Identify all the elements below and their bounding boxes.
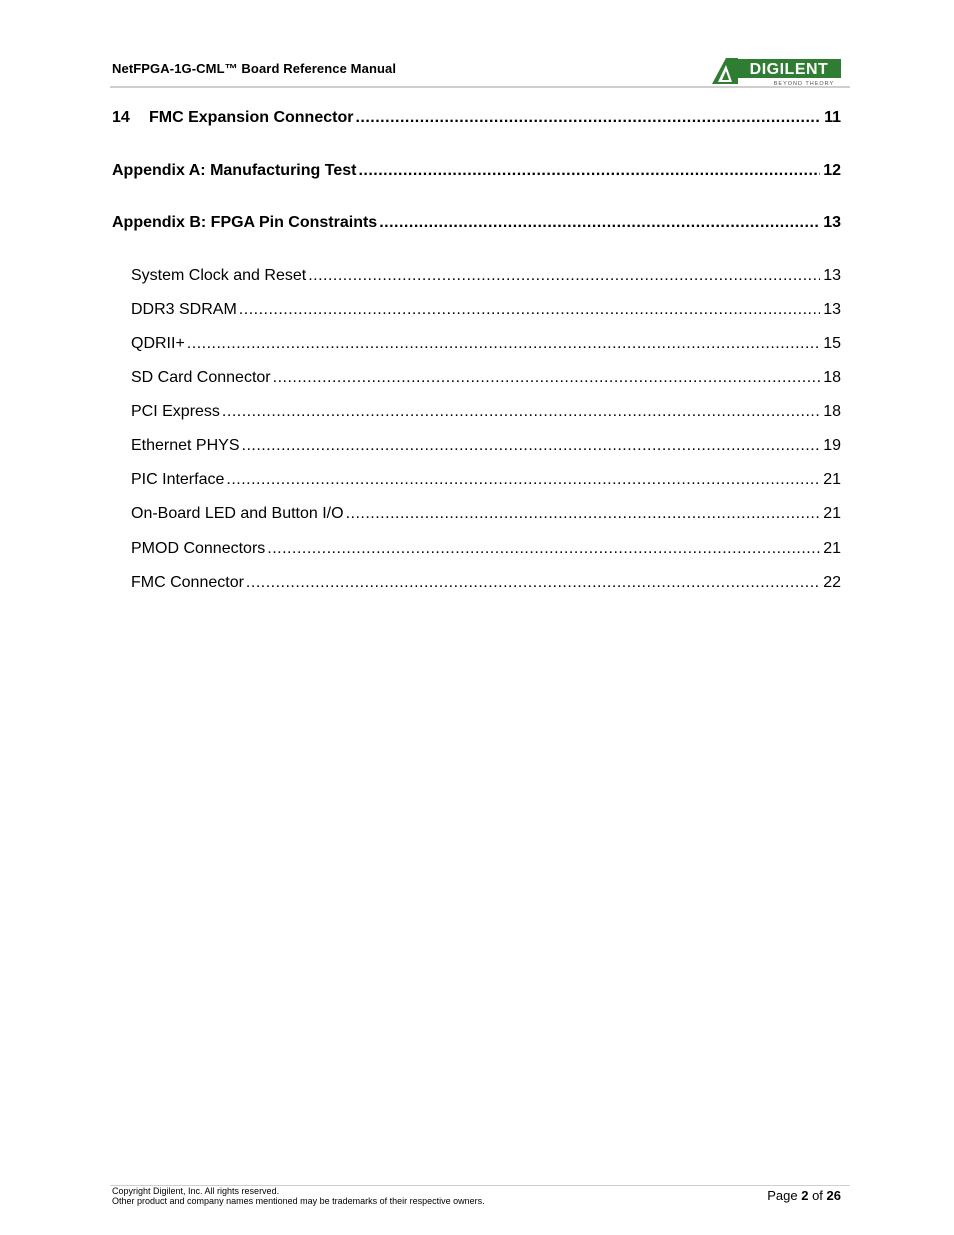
dot-leader	[308, 265, 820, 287]
dot-leader	[222, 401, 820, 423]
dot-leader	[346, 503, 821, 525]
toc-entry-qdrii[interactable]	[131, 333, 841, 355]
toc-title: Ethernet PHYS	[131, 437, 240, 454]
toc-page-number: 21	[823, 540, 841, 557]
toc-entry-appendix-b[interactable]	[112, 212, 841, 234]
dot-leader	[226, 469, 820, 491]
toc-title: System Clock and Reset	[131, 267, 307, 284]
copyright-notice: Copyright Digilent, Inc. All rights reserved.	[112, 1186, 280, 1196]
toc-page-number: 21	[823, 471, 841, 488]
total-page-count: 26	[826, 1188, 841, 1203]
dot-leader	[379, 212, 820, 234]
toc-entry-led-button-io[interactable]	[131, 503, 841, 525]
toc-page-number: 18	[823, 369, 841, 386]
toc-title: Appendix A: Manufacturing Test	[112, 162, 357, 179]
toc-page-number: 12	[823, 162, 841, 179]
toc-title: DDR3 SDRAM	[131, 301, 237, 318]
toc-title: SD Card Connector	[131, 369, 271, 386]
trademark-notice: Other product and company names mentioned may be trademarks of their respective owners.	[112, 1196, 485, 1206]
toc-title: QDRII+	[131, 335, 185, 352]
svg-text:BEYOND THEORY: BEYOND THEORY	[773, 81, 835, 86]
toc-number: 14	[112, 109, 130, 126]
toc-title: PCI Express	[131, 403, 220, 420]
current-page-number: 2	[801, 1188, 809, 1203]
dot-leader	[358, 160, 820, 182]
toc-entry-pci-express[interactable]	[131, 401, 841, 423]
dot-leader	[239, 299, 820, 321]
toc-title: FMC Connector	[131, 574, 244, 591]
dot-leader	[187, 333, 820, 355]
document-title: NetFPGA-1G-CML™ Board Reference Manual	[112, 61, 397, 76]
toc-entry-ethernet-phys[interactable]	[131, 435, 841, 457]
toc-entry-sd-card[interactable]	[131, 367, 841, 389]
toc-page-number: 13	[823, 214, 841, 231]
header-divider	[110, 86, 850, 88]
toc-page-number: 15	[823, 335, 841, 352]
toc-entry-pic-interface[interactable]	[131, 469, 841, 491]
toc-page-number: 11	[824, 109, 841, 126]
toc-entry-appendix-a[interactable]	[112, 160, 841, 182]
page-prefix: Page	[767, 1188, 798, 1203]
toc-page-number: 13	[823, 301, 841, 318]
page-of: of	[812, 1188, 823, 1203]
dot-leader	[246, 572, 820, 594]
dot-leader	[242, 435, 821, 457]
toc-title: On-Board LED and Button I/O	[131, 505, 344, 522]
page-indicator	[767, 1188, 841, 1203]
toc-page-number: 22	[823, 574, 841, 591]
toc-entry-fmc-connector[interactable]	[131, 572, 841, 594]
dot-leader	[355, 107, 821, 129]
svg-text:DIGILENT: DIGILENT	[749, 61, 829, 78]
toc-title: PMOD Connectors	[131, 540, 266, 557]
digilent-logo	[712, 57, 842, 86]
toc-entry-pmod-connectors[interactable]	[131, 538, 841, 560]
dot-leader	[267, 538, 820, 560]
toc-page-number: 19	[823, 437, 841, 454]
toc-page-number: 18	[823, 403, 841, 420]
toc-title: PIC Interface	[131, 471, 225, 488]
toc-page-number: 13	[823, 267, 841, 284]
toc-entry-ddr3[interactable]	[131, 299, 841, 321]
footer-legal	[112, 1186, 485, 1206]
toc-entry-system-clock[interactable]	[131, 265, 841, 287]
toc-entry-fmc-expansion[interactable]	[112, 107, 841, 129]
toc-title: Appendix B: FPGA Pin Constraints	[112, 214, 378, 231]
dot-leader	[273, 367, 821, 389]
toc-page-number: 21	[823, 505, 841, 522]
toc-title: FMC Expansion Connector	[149, 109, 354, 126]
